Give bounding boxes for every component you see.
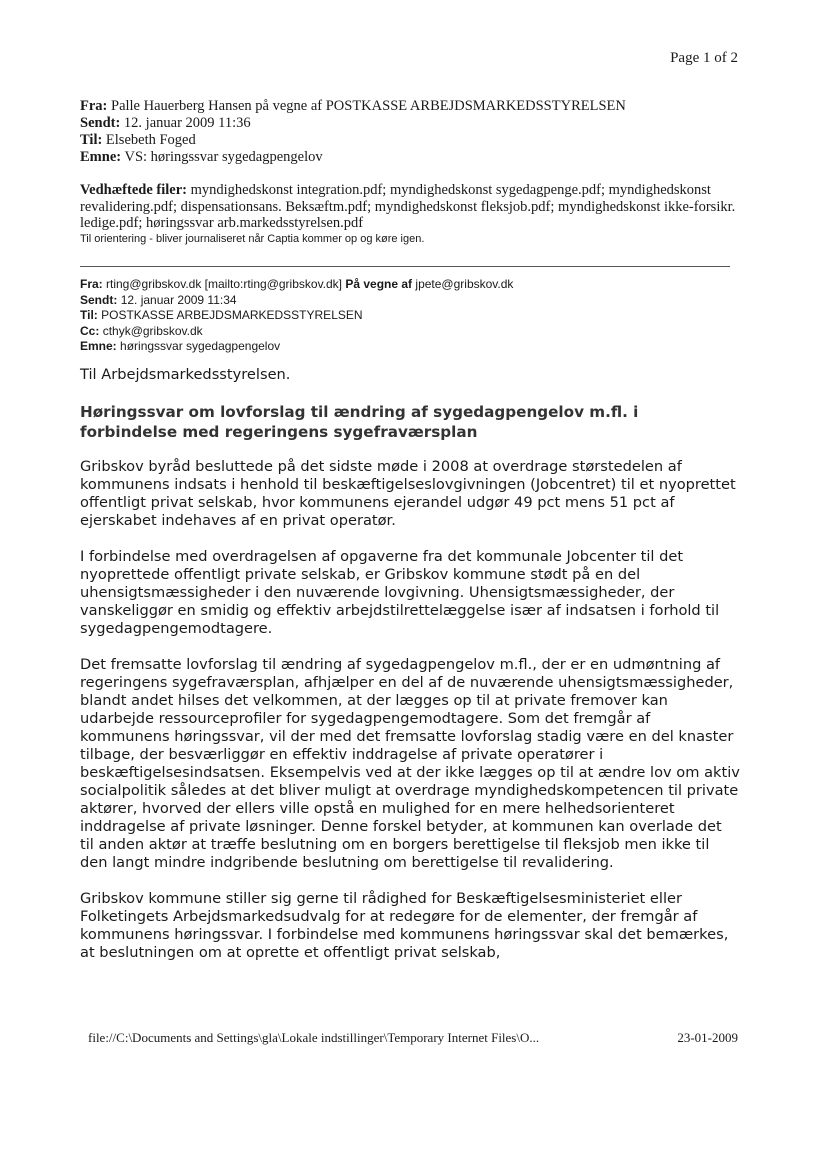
fwd-from-line (80, 277, 740, 293)
fwd-sent-label: Sendt: (80, 292, 118, 307)
forward-divider (80, 266, 730, 267)
page-number: Page 1 of 2 (670, 50, 738, 66)
from-label: Fra: (80, 98, 108, 114)
fwd-subject-value: høringssvar sygedagpengelov (120, 339, 281, 353)
from-value: Palle Hauerberg Hansen på vegne af POSTKASSE ARBEJDSMARKEDSSTYRELSEN (111, 98, 626, 114)
attachments-line (80, 182, 750, 232)
print-footer (88, 1030, 738, 1046)
forwarded-header (80, 277, 740, 355)
fwd-sent-value: 12. januar 2009 11:34 (120, 292, 237, 307)
attachments-files[interactable]: myndighedskonst integration.pdf; myndighedskonst sygedagpenge.pdf; myndighedskonst revalidering.pdf; dispensationsans. Beksæftm.pdf; myndighedskonst fleksjob.pdf; myndighedskonst ikke-forsikr. ledige.pdf; høringssvar arb.markedsstyrelsen.pdf (80, 182, 736, 231)
footer-date: 23-01-2009 (677, 1030, 738, 1045)
subject-value: VS: høringssvar sygedagpengelov (124, 149, 323, 165)
sent-value: 12. januar 2009 11:36 (123, 115, 251, 131)
fwd-on-behalf-value[interactable]: jpete@gribskov.dk (415, 277, 514, 291)
fwd-on-behalf-label: På vegne af (345, 277, 413, 291)
fwd-subject-label: Emne: (80, 339, 117, 353)
fwd-to-value: POSTKASSE ARBEJDSMARKEDSSTYRELSEN (101, 308, 363, 322)
attachments-label: Vedhæftede filer: (80, 182, 187, 198)
to-value: Elsebeth Foged (105, 132, 196, 148)
attachments-note: Til orientering - bliver journaliseret når Captia kommer op og køre igen. (80, 232, 425, 245)
fwd-cc-line (80, 324, 740, 340)
paragraph-3: Det fremsatte lovforslag til ændring af sygedagpengelov m.fl., der er en udmøntning af regeringens sygefraværsplan, afhjælper en del af de nuværende uhensigtsmæssigheder, blandt andet hilses det velkommen, at der lægges op til at private fremover kan udarbejde ressourceprofiler for sygedagpengemodtagere. Som det fremgår af kommunens høringssvar, vil der med det fremsatte lovforslag stadig være en del knaster tilbage, der besværliggør en effektiv inddragelse af private operatører i beskæftigelsesindsatsen. Eksempelvis ved at der ikke lægges op til at ændre lov om aktiv socialpolitik således at det bliver muligt at overdrage myndighedskompetencen til private aktører, hvorved der ellers ville opstå en mulighed for en mere helhedsorienteret inddragelse af private løsninger. Denne forskel betyder, at kommunen kan overlade det til anden aktør at træffe beslutning om en borgers berettigelse til fleksjob men ikke til den langt mindre indgribende beslutning om berettigelse til revalidering. (80, 656, 740, 871)
to-line (80, 132, 740, 149)
attachments (80, 182, 750, 246)
sent-label: Sendt: (80, 115, 121, 131)
letter-title: Høringssvar om lovforslag til ændring af sygedagpengelov m.fl. i forbindelse med regeringens sygefraværsplan (80, 403, 639, 441)
email-header (80, 98, 740, 166)
greeting: Til Arbejdsmarkedsstyrelsen. (80, 366, 291, 383)
fwd-subject-line (80, 339, 740, 355)
sent-line (80, 115, 740, 132)
letter-body (80, 366, 740, 980)
to-label: Til: (80, 132, 103, 148)
fwd-to-line (80, 308, 740, 324)
subject-label: Emne: (80, 149, 122, 165)
footer-path: file://C:\Documents and Settings\gla\Lokale indstillinger\Temporary Internet Files\O... (88, 1030, 540, 1045)
from-line (80, 98, 740, 115)
fwd-from-value[interactable]: rting@gribskov.dk [mailto:rting@gribskov.dk] (106, 277, 343, 291)
fwd-to-label: Til: (80, 308, 98, 322)
subject-line (80, 149, 740, 166)
paragraph-4: Gribskov kommune stiller sig gerne til rådighed for Beskæftigelsesministeriet eller Folketingets Arbejdsmarkedsudvalg for at redegøre for de elementer, der fremgår af kommunens høringssvar. I forbindelse med kommunens høringssvar skal det bemærkes, at beslutningen om at oprette et offentligt privat selskab, (80, 890, 729, 961)
paragraph-2: I forbindelse med overdragelsen af opgaverne fra det kommunale Jobcenter til det nyoprettede offentligt private selskab, er Gribskov kommune stødt på en del uhensigtsmæssigheder i den nuværende lovgivning. Uhensigtsmæssigheder, der vanskeliggør en smidig og effektiv arbejdstilrettelæggelse især af indsatsen i forhold til sygedagpengemodtagere. (80, 548, 720, 637)
fwd-cc-value[interactable]: cthyk@gribskov.dk (102, 323, 203, 338)
fwd-sent-line (80, 293, 740, 309)
paragraph-1: Gribskov byråd besluttede på det sidste møde i 2008 at overdrage størstedelen af kommunens indsats i henhold til beskæftigelseslovgivningen (Jobcentret) til et nyoprettet offentligt privat selskab, hvor kommunens ejerandel udgør 49 pct mens 51 pct af ejerskabet indehaves af en privat operatør. (80, 458, 736, 529)
fwd-from-label: Fra: (80, 277, 103, 291)
fwd-cc-label: Cc: (80, 323, 100, 338)
